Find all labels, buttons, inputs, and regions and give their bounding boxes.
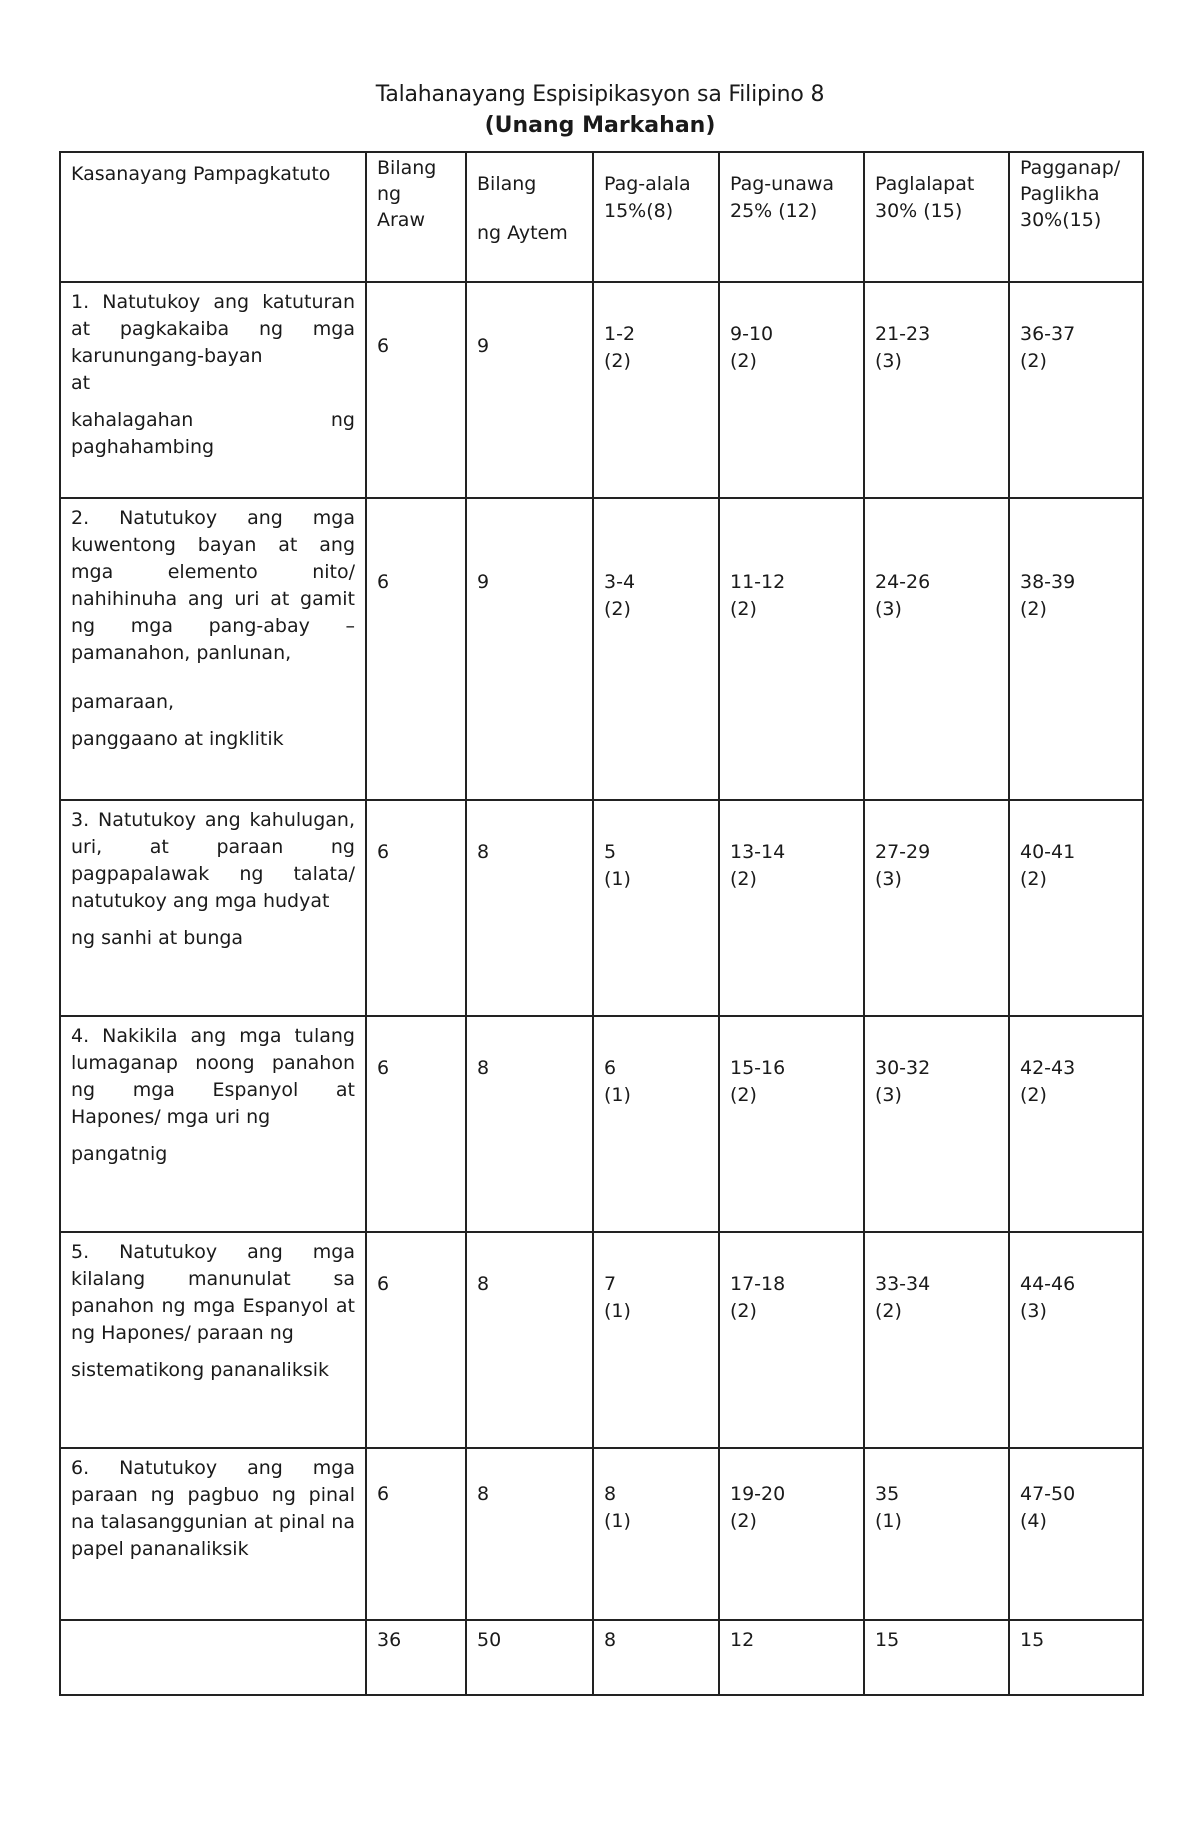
competency-text-cont: sistematikong pananaliksik: [71, 1359, 330, 1381]
competency-text-cont: panggaano at ingklitik: [71, 728, 284, 750]
competency-text-cont: paghahambing: [71, 436, 215, 458]
items-cell: [466, 1016, 593, 1232]
total-remember-cell: [593, 1620, 719, 1695]
remember-cell: [593, 800, 719, 1016]
table-header-row: [60, 152, 1143, 282]
header-create-line1: Pagganap/: [1020, 157, 1121, 179]
item-range: 7: [604, 1273, 617, 1295]
items-cell: [466, 1448, 593, 1620]
understand-cell: [719, 282, 864, 498]
item-range: 17-18: [730, 1273, 786, 1295]
totals-label-cell: [60, 1620, 366, 1695]
competency-text: 2. Natutukoy ang mga kuwentong bayan at ang mga elemento nito/ nahihinuha ang uri at gamit ng mga pang-abay – pamanahon, panlunan,: [71, 507, 355, 664]
competency-cell: [60, 282, 366, 498]
days-value: 6: [377, 1273, 390, 1295]
document-title: Talahanayang Espisipikasyon sa Filipino 8: [375, 82, 825, 107]
header-apply: [864, 152, 1009, 282]
specification-table: [59, 151, 1144, 1696]
remember-cell: [593, 1232, 719, 1448]
header-competency-label: Kasanayang Pampagkatuto: [71, 163, 331, 185]
total-apply-cell: [864, 1620, 1009, 1695]
days-cell: [366, 498, 466, 800]
create-cell: [1009, 498, 1143, 800]
days-cell: [366, 1016, 466, 1232]
total-items-cell: [466, 1620, 593, 1695]
item-count: (1): [604, 1510, 631, 1532]
competency-cell: [60, 498, 366, 800]
item-range: 5: [604, 841, 617, 863]
header-remember: [593, 152, 719, 282]
header-create-line3: 30%(15): [1020, 209, 1102, 231]
header-days: [366, 152, 466, 282]
item-count: (3): [1020, 1300, 1047, 1322]
item-range: 30-32: [875, 1057, 931, 1079]
item-count: (2): [1020, 1084, 1047, 1106]
table-row: [60, 1016, 1143, 1232]
header-create: [1009, 152, 1143, 282]
item-range: 9-10: [730, 323, 774, 345]
competency-text: 1. Natutukoy ang katuturan at pagkakaiba ng mga karunungang-bayan: [71, 291, 355, 367]
total-understand: 12: [730, 1629, 755, 1651]
table-row: [60, 1232, 1143, 1448]
competency-text-cont: at: [71, 372, 91, 394]
items-cell: [466, 800, 593, 1016]
item-range: 44-46: [1020, 1273, 1076, 1295]
competency-cell: [60, 1232, 366, 1448]
header-items-line1: Bilang: [477, 173, 537, 195]
item-count: (3): [875, 350, 902, 372]
remember-cell: [593, 1448, 719, 1620]
apply-cell: [864, 282, 1009, 498]
item-count: (2): [875, 1300, 902, 1322]
item-range: 35: [875, 1483, 900, 1505]
total-create-cell: [1009, 1620, 1143, 1695]
item-range: 36-37: [1020, 323, 1076, 345]
total-apply: 15: [875, 1629, 900, 1651]
item-range: 13-14: [730, 841, 786, 863]
total-create: 15: [1020, 1629, 1045, 1651]
understand-cell: [719, 1232, 864, 1448]
header-create-line2: Paglikha: [1020, 183, 1100, 205]
header-days-line2: ng: [377, 183, 402, 205]
item-count: (1): [604, 868, 631, 890]
days-value: 6: [377, 841, 390, 863]
apply-cell: [864, 498, 1009, 800]
items-value: 8: [477, 1483, 490, 1505]
days-value: 6: [377, 571, 390, 593]
item-range: 8: [604, 1483, 617, 1505]
total-days: 36: [377, 1629, 402, 1651]
header-days-line1: Bilang: [377, 157, 437, 179]
table-row: [60, 282, 1143, 498]
item-count: (2): [604, 350, 631, 372]
apply-cell: [864, 1016, 1009, 1232]
item-count: (2): [730, 598, 757, 620]
item-range: 24-26: [875, 571, 931, 593]
items-cell: [466, 282, 593, 498]
item-range: 3-4: [604, 571, 636, 593]
item-range: 19-20: [730, 1483, 786, 1505]
header-items: [466, 152, 593, 282]
item-count: (2): [730, 1084, 757, 1106]
days-cell: [366, 1232, 466, 1448]
understand-cell: [719, 1448, 864, 1620]
item-count: (3): [875, 598, 902, 620]
item-range: 40-41: [1020, 841, 1076, 863]
items-value: 9: [477, 571, 490, 593]
total-understand-cell: [719, 1620, 864, 1695]
item-count: (2): [730, 1300, 757, 1322]
competency-text-cont: pamaraan,: [71, 691, 175, 713]
header-understand-line2: 25% (12): [730, 200, 818, 222]
table-row: [60, 498, 1143, 800]
items-cell: [466, 1232, 593, 1448]
items-value: 8: [477, 1273, 490, 1295]
item-count: (2): [1020, 868, 1047, 890]
item-range: 6: [604, 1057, 617, 1079]
total-items: 50: [477, 1629, 502, 1651]
create-cell: [1009, 1448, 1143, 1620]
competency-cell: [60, 800, 366, 1016]
competency-text-cont: kahalagahan ng: [71, 409, 355, 431]
apply-cell: [864, 800, 1009, 1016]
item-count: (3): [875, 1084, 902, 1106]
total-days-cell: [366, 1620, 466, 1695]
header-understand-line1: Pag-unawa: [730, 173, 835, 195]
create-cell: [1009, 800, 1143, 1016]
competency-text-cont: pangatnig: [71, 1143, 168, 1165]
days-cell: [366, 800, 466, 1016]
item-count: (2): [1020, 350, 1047, 372]
item-count: (1): [604, 1084, 631, 1106]
header-items-line2: ng Aytem: [477, 222, 568, 244]
document-subtitle: (Unang Markahan): [484, 113, 716, 138]
create-cell: [1009, 282, 1143, 498]
header-apply-line2: 30% (15): [875, 200, 963, 222]
competency-text-cont: ng sanhi at bunga: [71, 927, 244, 949]
item-range: 11-12: [730, 571, 786, 593]
totals-row: [60, 1620, 1143, 1695]
items-cell: [466, 498, 593, 800]
item-count: (4): [1020, 1510, 1047, 1532]
items-value: 8: [477, 841, 490, 863]
item-range: 33-34: [875, 1273, 931, 1295]
understand-cell: [719, 498, 864, 800]
days-cell: [366, 1448, 466, 1620]
days-value: 6: [377, 335, 390, 357]
competency-text: 6. Natutukoy ang mga paraan ng pagbuo ng pinal na talasanggunian at pinal na papel pananaliksik: [71, 1457, 355, 1560]
item-count: (1): [875, 1510, 902, 1532]
item-count: (2): [1020, 598, 1047, 620]
understand-cell: [719, 1016, 864, 1232]
remember-cell: [593, 282, 719, 498]
header-remember-line2: 15%(8): [604, 200, 674, 222]
remember-cell: [593, 498, 719, 800]
days-cell: [366, 282, 466, 498]
item-count: (2): [730, 868, 757, 890]
item-count: (1): [604, 1300, 631, 1322]
item-range: 1-2: [604, 323, 636, 345]
item-range: 47-50: [1020, 1483, 1076, 1505]
item-range: 27-29: [875, 841, 931, 863]
items-value: 9: [477, 335, 490, 357]
create-cell: [1009, 1232, 1143, 1448]
header-remember-line1: Pag-alala: [604, 173, 691, 195]
remember-cell: [593, 1016, 719, 1232]
understand-cell: [719, 800, 864, 1016]
competency-text: 4. Nakikila ang mga tulang lumaganap noong panahon ng mga Espanyol at Hapones/ mga uri ng: [71, 1025, 355, 1128]
table-row: [60, 1448, 1143, 1620]
competency-cell: [60, 1016, 366, 1232]
header-apply-line1: Paglalapat: [875, 173, 975, 195]
competency-text: 5. Natutukoy ang mga kilalang manunulat sa panahon ng mga Espanyol at ng Hapones/ paraan ng: [71, 1241, 355, 1344]
item-count: (2): [604, 598, 631, 620]
item-range: 38-39: [1020, 571, 1076, 593]
item-range: 21-23: [875, 323, 931, 345]
days-value: 6: [377, 1057, 390, 1079]
create-cell: [1009, 1016, 1143, 1232]
item-range: 42-43: [1020, 1057, 1076, 1079]
apply-cell: [864, 1232, 1009, 1448]
header-understand: [719, 152, 864, 282]
competency-text: 3. Natutukoy ang kahulugan, uri, at paraan ng pagpapalawak ng talata/ natutukoy ang mga hudyat: [71, 809, 355, 912]
days-value: 6: [377, 1483, 390, 1505]
item-count: (2): [730, 350, 757, 372]
competency-cell: [60, 1448, 366, 1620]
item-range: 15-16: [730, 1057, 786, 1079]
header-competency: [60, 152, 366, 282]
apply-cell: [864, 1448, 1009, 1620]
total-remember: 8: [604, 1629, 617, 1651]
item-count: (3): [875, 868, 902, 890]
table-row: [60, 800, 1143, 1016]
header-days-line3: Araw: [377, 209, 425, 231]
item-count: (2): [730, 1510, 757, 1532]
items-value: 8: [477, 1057, 490, 1079]
